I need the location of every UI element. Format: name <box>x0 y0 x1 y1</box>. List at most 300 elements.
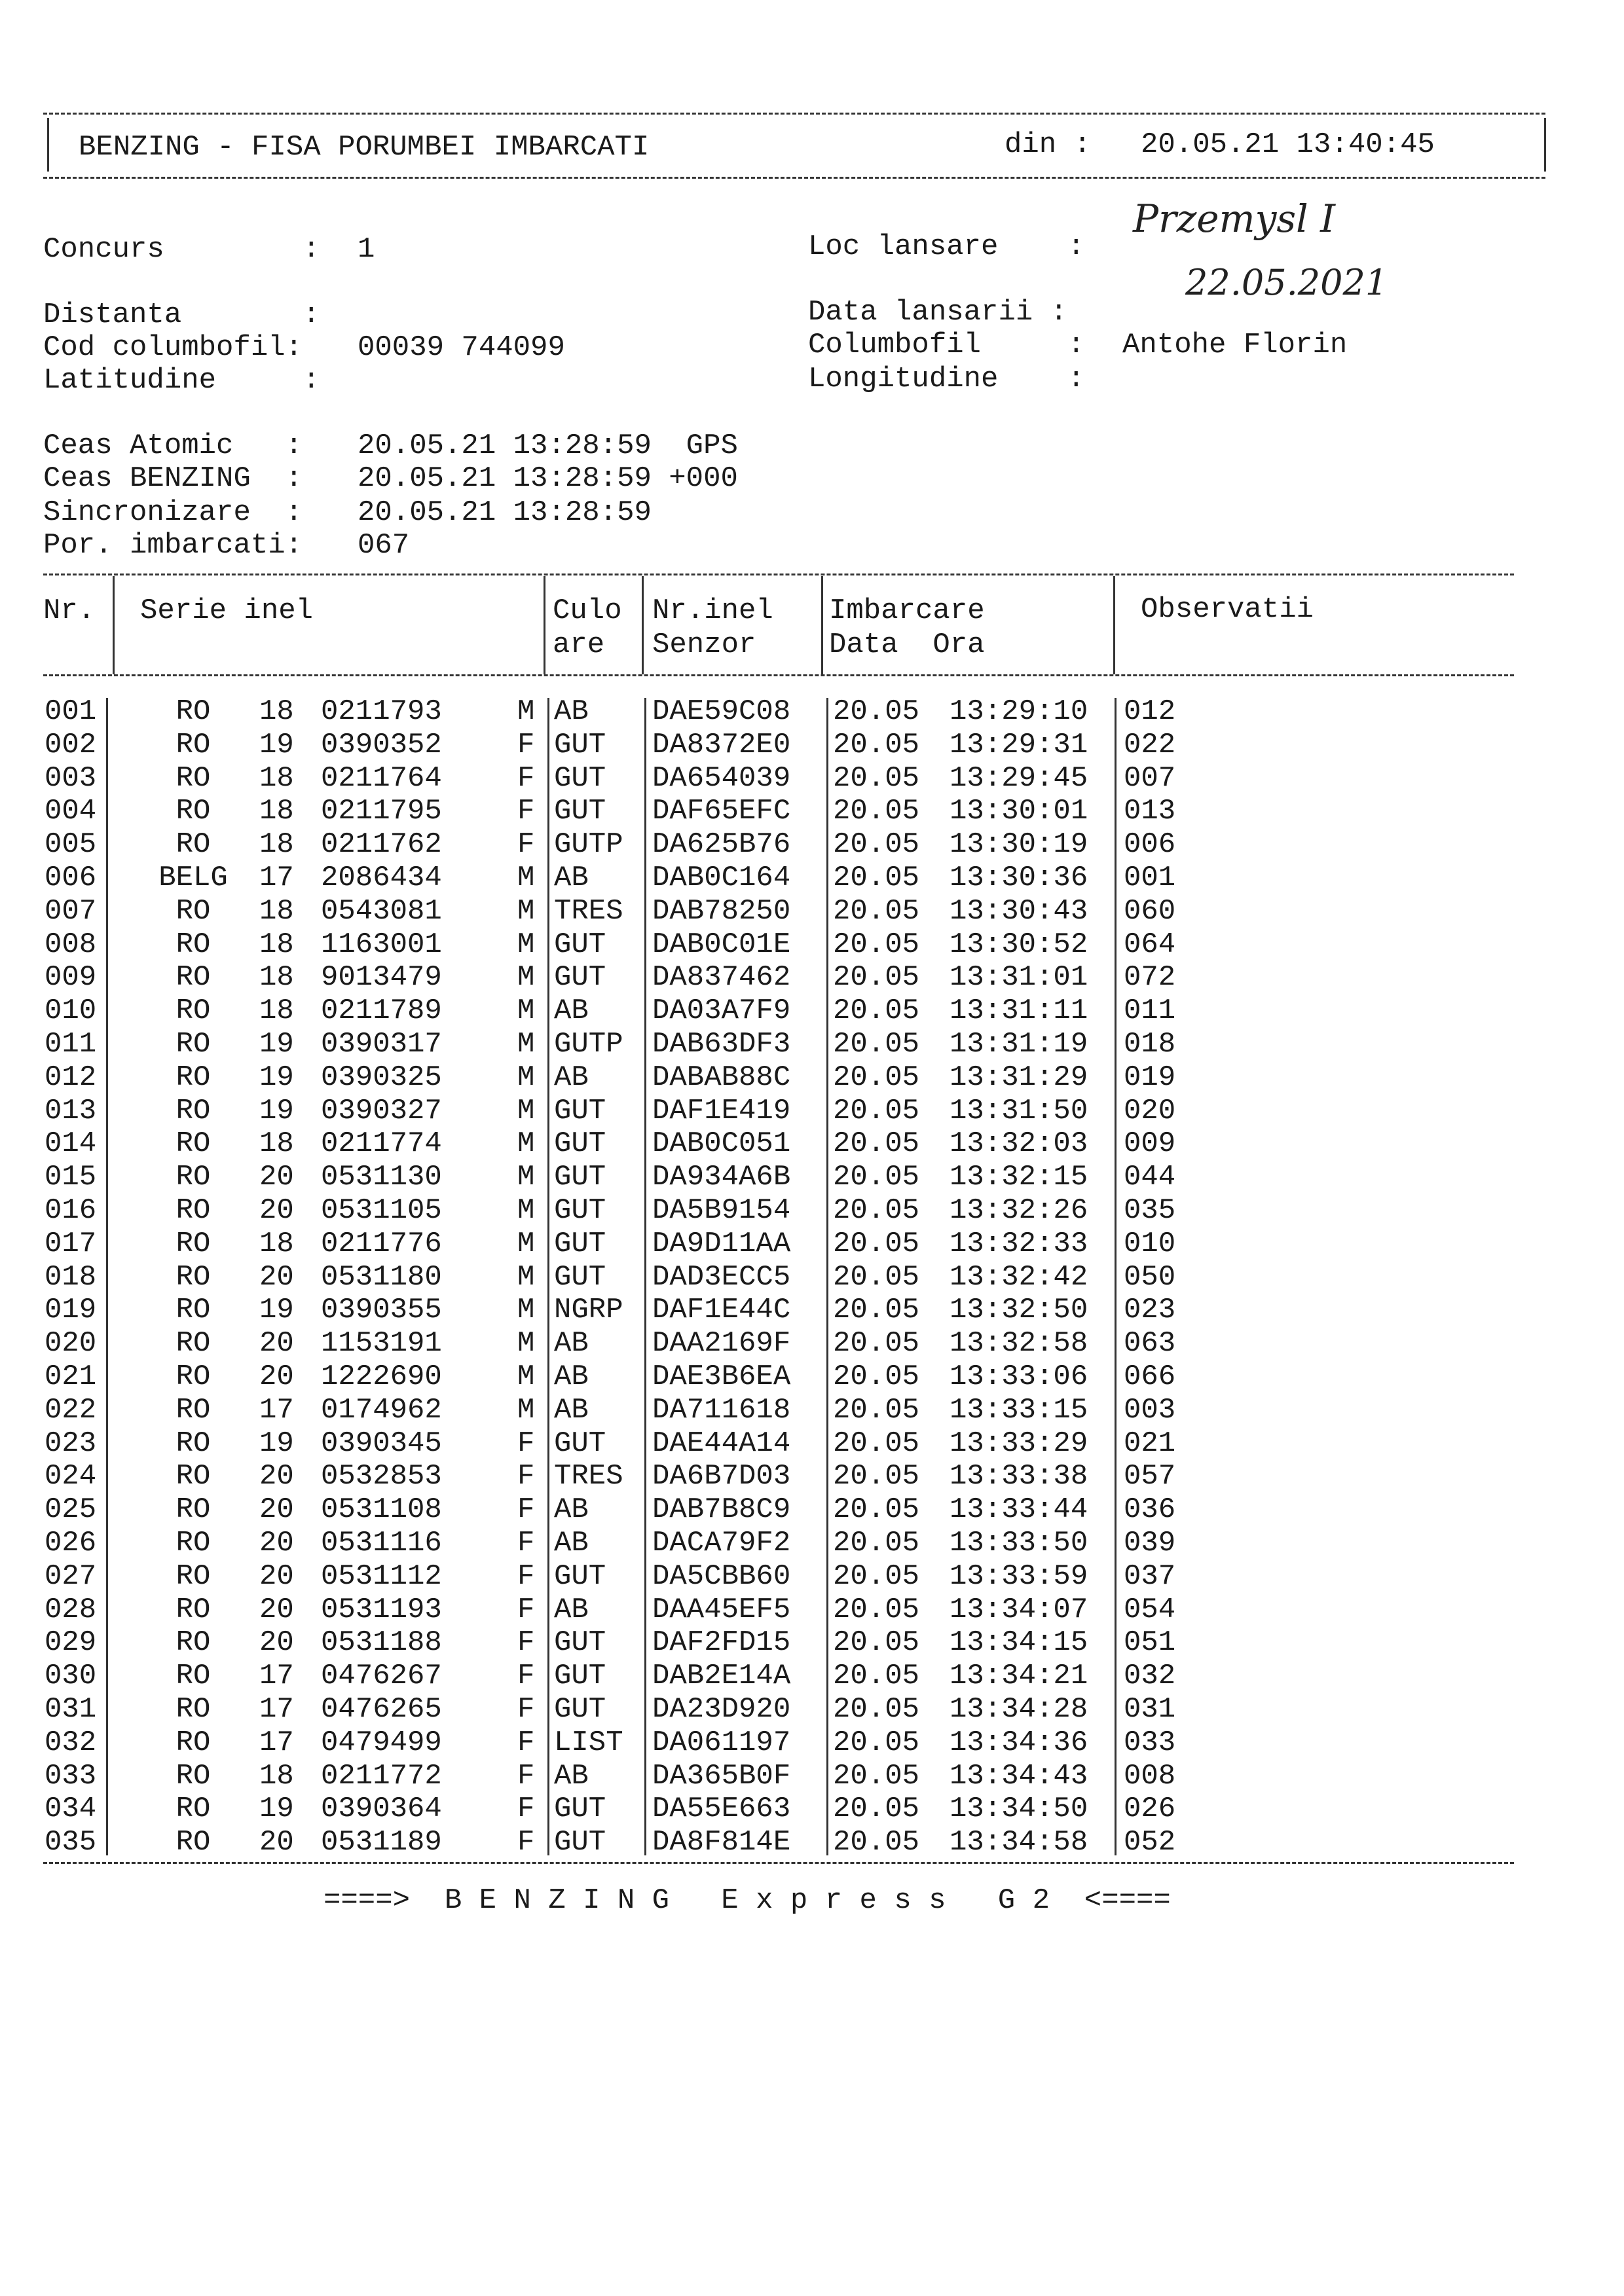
cell-senzor: DA8372E0 <box>652 728 791 761</box>
cell-data: 20.05 <box>833 1294 920 1327</box>
cell-an: 20 <box>259 1527 294 1559</box>
cell-sex: M <box>517 1327 535 1360</box>
col-header-nr: Nr. <box>43 594 96 627</box>
cell-nr: 027 <box>45 1559 97 1593</box>
cell-ora: 13:32:26 <box>950 1194 1088 1227</box>
cell-culoare: GUT <box>554 1626 606 1660</box>
cell-data: 20.05 <box>833 1061 920 1094</box>
cell-nr: 004 <box>45 795 97 828</box>
cell-culoare: AB <box>554 1593 589 1626</box>
cell-an: 18 <box>259 828 294 862</box>
cell-data: 20.05 <box>833 1826 920 1859</box>
cell-observatii: 044 <box>1124 1161 1176 1194</box>
cell-ora: 13:34:07 <box>950 1593 1088 1626</box>
cell-an: 18 <box>259 695 294 728</box>
cell-sex: M <box>517 1161 535 1194</box>
cell-inel: 0211795 <box>321 795 442 828</box>
cell-inel: 1222690 <box>321 1360 442 1393</box>
col-header-serie-inel: Serie inel <box>140 594 314 627</box>
table-row <box>0 1161 1624 1194</box>
cell-an: 20 <box>259 1626 294 1660</box>
cell-culoare: GUT <box>554 761 606 795</box>
ceas-atomic-label: Ceas Atomic : <box>43 429 303 462</box>
cell-culoare: AB <box>554 1493 589 1527</box>
cell-culoare: AB <box>554 1759 589 1793</box>
cell-ora: 13:32:03 <box>950 1127 1088 1161</box>
cell-culoare: GUTP <box>554 1028 623 1061</box>
report-title: BENZING - FISA PORUMBEI IMBARCATI <box>79 131 650 164</box>
cell-tara: RO <box>175 761 211 795</box>
cell-observatii: 033 <box>1124 1726 1176 1759</box>
cell-observatii: 035 <box>1124 1194 1176 1227</box>
columbofil-label: Columbofil : <box>808 329 1085 361</box>
table-row <box>0 1327 1624 1360</box>
table-row <box>0 928 1624 961</box>
cell-senzor: DAB2E14A <box>652 1660 791 1693</box>
cell-an: 18 <box>259 1127 294 1161</box>
cell-sex: M <box>517 961 535 994</box>
cell-data: 20.05 <box>833 1327 920 1360</box>
cell-senzor: DAE44A14 <box>652 1427 791 1460</box>
cell-nr: 003 <box>45 761 97 795</box>
cell-an: 17 <box>259 1693 294 1726</box>
cell-inel: 0211776 <box>321 1227 442 1260</box>
cell-senzor: DA365B0F <box>652 1759 791 1793</box>
cell-sex: M <box>517 928 535 961</box>
cell-observatii: 066 <box>1124 1360 1176 1393</box>
cell-data: 20.05 <box>833 1493 920 1527</box>
cell-nr: 030 <box>45 1660 97 1693</box>
cell-an: 20 <box>259 1260 294 1294</box>
cell-tara: RO <box>175 795 211 828</box>
cell-observatii: 013 <box>1124 795 1176 828</box>
cell-data: 20.05 <box>833 928 920 961</box>
cell-inel: 9013479 <box>321 961 442 994</box>
cell-nr: 022 <box>45 1393 97 1427</box>
cell-inel: 0531130 <box>321 1161 442 1194</box>
col-header-observatii: Observatii <box>1141 593 1314 626</box>
cell-tara: RO <box>175 1593 211 1626</box>
cell-data: 20.05 <box>833 1726 920 1759</box>
cell-nr: 016 <box>45 1194 97 1227</box>
cell-inel: 0211793 <box>321 695 442 728</box>
cell-culoare: NGRP <box>554 1294 623 1327</box>
cell-nr: 013 <box>45 1094 97 1127</box>
cell-culoare: AB <box>554 1360 589 1393</box>
por-imbarcati-label: Por. imbarcati: <box>43 529 303 562</box>
cell-ora: 13:34:58 <box>950 1826 1088 1859</box>
cell-nr: 015 <box>45 1161 97 1194</box>
cell-senzor: DAE59C08 <box>652 695 791 728</box>
cell-culoare: GUT <box>554 1793 606 1826</box>
cell-senzor: DA23D920 <box>652 1693 791 1726</box>
cell-an: 19 <box>259 1094 294 1127</box>
cell-ora: 13:32:42 <box>950 1260 1088 1294</box>
header-top-border <box>43 113 1545 115</box>
table-row <box>0 1760 1624 1793</box>
cell-senzor: DACA79F2 <box>652 1527 791 1559</box>
cell-nr: 028 <box>45 1593 97 1626</box>
cell-sex: F <box>517 828 535 862</box>
cell-tara: RO <box>175 928 211 961</box>
cell-tara: RO <box>175 1161 211 1194</box>
din-label: din : <box>1005 128 1092 161</box>
cell-culoare: GUT <box>554 728 606 761</box>
cell-sex: F <box>517 1626 535 1660</box>
cell-ora: 13:30:43 <box>950 894 1088 928</box>
header-right-border <box>1544 118 1546 172</box>
cell-tara: RO <box>175 961 211 994</box>
data-lansarii-label: Data lansarii : <box>808 296 1068 329</box>
table-row <box>0 1228 1624 1260</box>
table-row <box>0 1726 1624 1759</box>
cell-senzor: DAD3ECC5 <box>652 1260 791 1294</box>
cell-data: 20.05 <box>833 1559 920 1593</box>
cell-culoare: TRES <box>554 894 623 928</box>
cell-sex: M <box>517 1061 535 1094</box>
cell-culoare: AB <box>554 862 589 894</box>
cell-data: 20.05 <box>833 1194 920 1227</box>
cell-observatii: 007 <box>1124 761 1176 795</box>
table-row <box>0 1594 1624 1626</box>
cell-tara: RO <box>175 1393 211 1427</box>
cell-inel: 0390364 <box>321 1793 442 1826</box>
table-row <box>0 1560 1624 1593</box>
table-row <box>0 1626 1624 1659</box>
cell-inel: 0531116 <box>321 1527 442 1559</box>
cell-senzor: DABAB88C <box>652 1061 791 1094</box>
cell-observatii: 011 <box>1124 994 1176 1028</box>
cell-an: 20 <box>259 1360 294 1393</box>
por-imbarcati-value: 067 <box>358 529 410 562</box>
cell-observatii: 010 <box>1124 1227 1176 1260</box>
cell-senzor: DA654039 <box>652 761 791 795</box>
cell-observatii: 037 <box>1124 1559 1176 1593</box>
cell-senzor: DA5B9154 <box>652 1194 791 1227</box>
cell-inel: 0531189 <box>321 1826 442 1859</box>
cell-tara: RO <box>175 1061 211 1094</box>
cell-culoare: GUT <box>554 1826 606 1859</box>
cell-tara: RO <box>175 1460 211 1493</box>
cell-sex: M <box>517 1028 535 1061</box>
cell-ora: 13:30:36 <box>950 862 1088 894</box>
cell-an: 19 <box>259 728 294 761</box>
cell-culoare: GUT <box>554 1127 606 1161</box>
table-row <box>0 729 1624 761</box>
cell-sex: M <box>517 862 535 894</box>
cell-inel: 0390317 <box>321 1028 442 1061</box>
table-row <box>0 795 1624 828</box>
cell-sex: F <box>517 761 535 795</box>
cell-nr: 002 <box>45 728 97 761</box>
cell-sex: M <box>517 994 535 1028</box>
cell-tara: RO <box>175 695 211 728</box>
cell-senzor: DA837462 <box>652 961 791 994</box>
cell-observatii: 050 <box>1124 1260 1176 1294</box>
cell-nr: 017 <box>45 1227 97 1260</box>
cell-sex: F <box>517 1826 535 1859</box>
cell-sex: F <box>517 795 535 828</box>
cell-nr: 001 <box>45 695 97 728</box>
cod-columbofil-value: 00039 744099 <box>358 331 565 364</box>
cell-senzor: DA9D11AA <box>652 1227 791 1260</box>
cell-data: 20.05 <box>833 862 920 894</box>
header-col-sep <box>642 576 644 674</box>
cell-sex: M <box>517 1360 535 1393</box>
col-header-culoare: Culo <box>553 594 622 627</box>
cell-inel: 0531193 <box>321 1593 442 1626</box>
cell-sex: F <box>517 1460 535 1493</box>
cell-senzor: DA934A6B <box>652 1161 791 1194</box>
cell-senzor: DAB0C01E <box>652 928 791 961</box>
cell-nr: 024 <box>45 1460 97 1493</box>
cell-an: 20 <box>259 1161 294 1194</box>
cell-inel: 0476267 <box>321 1660 442 1693</box>
cell-an: 19 <box>259 1793 294 1826</box>
concurs-value: 1 <box>358 233 375 266</box>
cell-an: 19 <box>259 1028 294 1061</box>
cell-inel: 0531112 <box>321 1559 442 1593</box>
cell-inel: 0543081 <box>321 894 442 928</box>
cell-inel: 0532853 <box>321 1460 442 1493</box>
cell-an: 17 <box>259 1660 294 1693</box>
cell-sex: M <box>517 894 535 928</box>
table-row <box>0 1427 1624 1460</box>
cell-senzor: DAA2169F <box>652 1327 791 1360</box>
cell-tara: RO <box>175 994 211 1028</box>
cell-sex: M <box>517 1194 535 1227</box>
cell-ora: 13:30:01 <box>950 795 1088 828</box>
cell-nr: 021 <box>45 1360 97 1393</box>
cell-ora: 13:33:29 <box>950 1427 1088 1460</box>
cell-observatii: 012 <box>1124 695 1176 728</box>
cell-culoare: GUT <box>554 1161 606 1194</box>
cell-an: 18 <box>259 961 294 994</box>
cell-an: 19 <box>259 1294 294 1327</box>
cell-observatii: 019 <box>1124 1061 1176 1094</box>
cell-tara: RO <box>175 728 211 761</box>
cell-an: 19 <box>259 1427 294 1460</box>
cell-sex: F <box>517 1593 535 1626</box>
cell-culoare: AB <box>554 1061 589 1094</box>
cell-nr: 007 <box>45 894 97 928</box>
table-row <box>0 1793 1624 1825</box>
cell-tara: RO <box>175 894 211 928</box>
cell-data: 20.05 <box>833 795 920 828</box>
cell-tara: RO <box>175 1693 211 1726</box>
cell-an: 17 <box>259 1393 294 1427</box>
concurs-label: Concurs : <box>43 233 320 266</box>
cell-nr: 032 <box>45 1726 97 1759</box>
cell-sex: M <box>517 1127 535 1161</box>
cell-an: 18 <box>259 795 294 828</box>
cell-senzor: DAF1E44C <box>652 1294 791 1327</box>
cell-inel: 1163001 <box>321 928 442 961</box>
cell-data: 20.05 <box>833 728 920 761</box>
cell-ora: 13:31:50 <box>950 1094 1088 1127</box>
cell-data: 20.05 <box>833 1460 920 1493</box>
cell-culoare: AB <box>554 1327 589 1360</box>
cell-tara: RO <box>175 1028 211 1061</box>
cell-culoare: GUT <box>554 1194 606 1227</box>
cell-nr: 029 <box>45 1626 97 1660</box>
cell-data: 20.05 <box>833 1227 920 1260</box>
table-row <box>0 862 1624 894</box>
cell-senzor: DAB0C164 <box>652 862 791 894</box>
cell-culoare: TRES <box>554 1460 623 1493</box>
cell-culoare: GUT <box>554 1693 606 1726</box>
cell-observatii: 006 <box>1124 828 1176 862</box>
cell-inel: 0531188 <box>321 1626 442 1660</box>
cell-ora: 13:31:01 <box>950 961 1088 994</box>
cell-inel: 0390327 <box>321 1094 442 1127</box>
cell-culoare: GUT <box>554 795 606 828</box>
cell-nr: 019 <box>45 1294 97 1327</box>
cell-sex: M <box>517 1393 535 1427</box>
cell-senzor: DA061197 <box>652 1726 791 1759</box>
cell-culoare: GUT <box>554 1660 606 1693</box>
cell-observatii: 072 <box>1124 961 1176 994</box>
cell-ora: 13:33:50 <box>950 1527 1088 1559</box>
cell-ora: 13:34:50 <box>950 1793 1088 1826</box>
din-value: 20.05.21 13:40:45 <box>1141 128 1435 161</box>
cell-tara: RO <box>175 1527 211 1559</box>
cell-culoare: GUT <box>554 1260 606 1294</box>
table-row <box>0 1493 1624 1526</box>
cell-senzor: DA711618 <box>652 1393 791 1427</box>
cell-data: 20.05 <box>833 1427 920 1460</box>
cell-senzor: DAB7B8C9 <box>652 1493 791 1527</box>
cell-ora: 13:33:15 <box>950 1393 1088 1427</box>
cell-inel: 2086434 <box>321 862 442 894</box>
cell-data: 20.05 <box>833 1360 920 1393</box>
cell-ora: 13:31:29 <box>950 1061 1088 1094</box>
cell-an: 19 <box>259 1061 294 1094</box>
cell-ora: 13:34:36 <box>950 1726 1088 1759</box>
cell-ora: 13:31:11 <box>950 994 1088 1028</box>
table-row <box>0 994 1624 1027</box>
cell-ora: 13:32:58 <box>950 1327 1088 1360</box>
cell-nr: 020 <box>45 1327 97 1360</box>
table-bottom-border <box>43 1862 1514 1864</box>
cell-nr: 010 <box>45 994 97 1028</box>
cell-senzor: DA6B7D03 <box>652 1460 791 1493</box>
cell-tara: RO <box>175 1227 211 1260</box>
cell-culoare: AB <box>554 695 589 728</box>
cell-observatii: 026 <box>1124 1793 1176 1826</box>
cell-an: 20 <box>259 1460 294 1493</box>
cell-an: 20 <box>259 1826 294 1859</box>
cell-senzor: DAA45EF5 <box>652 1593 791 1626</box>
cell-data: 20.05 <box>833 1127 920 1161</box>
cell-nr: 023 <box>45 1427 97 1460</box>
cell-tara: RO <box>175 1726 211 1759</box>
cell-culoare: GUTP <box>554 828 623 862</box>
cell-nr: 026 <box>45 1527 97 1559</box>
cell-an: 18 <box>259 928 294 961</box>
cell-observatii: 021 <box>1124 1427 1176 1460</box>
cell-senzor: DAF1E419 <box>652 1094 791 1127</box>
cell-an: 20 <box>259 1327 294 1360</box>
cell-sex: M <box>517 1260 535 1294</box>
cell-data: 20.05 <box>833 695 920 728</box>
cell-observatii: 060 <box>1124 894 1176 928</box>
cell-data: 20.05 <box>833 1393 920 1427</box>
cell-sex: F <box>517 1427 535 1460</box>
cell-nr: 031 <box>45 1693 97 1726</box>
cell-senzor: DA8F814E <box>652 1826 791 1859</box>
cell-tara: RO <box>175 1260 211 1294</box>
ceas-benzing-value: 20.05.21 13:28:59 +000 <box>358 462 738 495</box>
cell-an: 20 <box>259 1593 294 1626</box>
table-row <box>0 762 1624 795</box>
cell-an: 17 <box>259 862 294 894</box>
cell-inel: 0531108 <box>321 1493 442 1527</box>
cell-nr: 006 <box>45 862 97 894</box>
cell-data: 20.05 <box>833 994 920 1028</box>
cell-culoare: GUT <box>554 1094 606 1127</box>
cell-data: 20.05 <box>833 1527 920 1559</box>
distanta-label: Distanta : <box>43 299 320 331</box>
cell-observatii: 023 <box>1124 1294 1176 1327</box>
cell-nr: 035 <box>45 1826 97 1859</box>
cell-sex: M <box>517 1094 535 1127</box>
cell-data: 20.05 <box>833 1660 920 1693</box>
cell-tara: RO <box>175 1194 211 1227</box>
table-row <box>0 828 1624 861</box>
cell-inel: 0390352 <box>321 728 442 761</box>
cell-an: 18 <box>259 761 294 795</box>
cell-ora: 13:30:19 <box>950 828 1088 862</box>
cell-nr: 014 <box>45 1127 97 1161</box>
cell-tara: BELG <box>158 862 228 894</box>
col-header-data-ora: Data Ora <box>829 629 985 661</box>
cell-inel: 0476265 <box>321 1693 442 1726</box>
data-lansarii-handwritten: 22.05.2021 <box>1185 262 1388 303</box>
col-header-imbarcare: Imbarcare <box>829 594 985 627</box>
cell-senzor: DA03A7F9 <box>652 994 791 1028</box>
table-row <box>0 1061 1624 1094</box>
cell-nr: 005 <box>45 828 97 862</box>
col-header-senzor: Senzor <box>652 629 756 661</box>
cell-senzor: DAB78250 <box>652 894 791 928</box>
cell-ora: 13:32:33 <box>950 1227 1088 1260</box>
cell-an: 18 <box>259 994 294 1028</box>
cell-ora: 13:31:19 <box>950 1028 1088 1061</box>
cell-observatii: 020 <box>1124 1094 1176 1127</box>
table-row <box>0 1693 1624 1726</box>
loc-lansare-label: Loc lansare : <box>808 230 1085 263</box>
cell-inel: 0390345 <box>321 1427 442 1460</box>
longitudine-label: Longitudine : <box>808 363 1085 395</box>
cell-sex: F <box>517 1726 535 1759</box>
cell-inel: 0531180 <box>321 1260 442 1294</box>
cell-observatii: 003 <box>1124 1393 1176 1427</box>
cell-observatii: 009 <box>1124 1127 1176 1161</box>
cell-ora: 13:33:06 <box>950 1360 1088 1393</box>
cell-observatii: 031 <box>1124 1693 1176 1726</box>
cell-observatii: 001 <box>1124 862 1176 894</box>
cell-nr: 033 <box>45 1759 97 1793</box>
cell-ora: 13:34:43 <box>950 1759 1088 1793</box>
cell-ora: 13:34:28 <box>950 1693 1088 1726</box>
cell-observatii: 008 <box>1124 1759 1176 1793</box>
cell-ora: 13:33:59 <box>950 1559 1088 1593</box>
cell-culoare: GUT <box>554 1559 606 1593</box>
cell-tara: RO <box>175 1327 211 1360</box>
cell-nr: 012 <box>45 1061 97 1094</box>
cell-an: 18 <box>259 1227 294 1260</box>
